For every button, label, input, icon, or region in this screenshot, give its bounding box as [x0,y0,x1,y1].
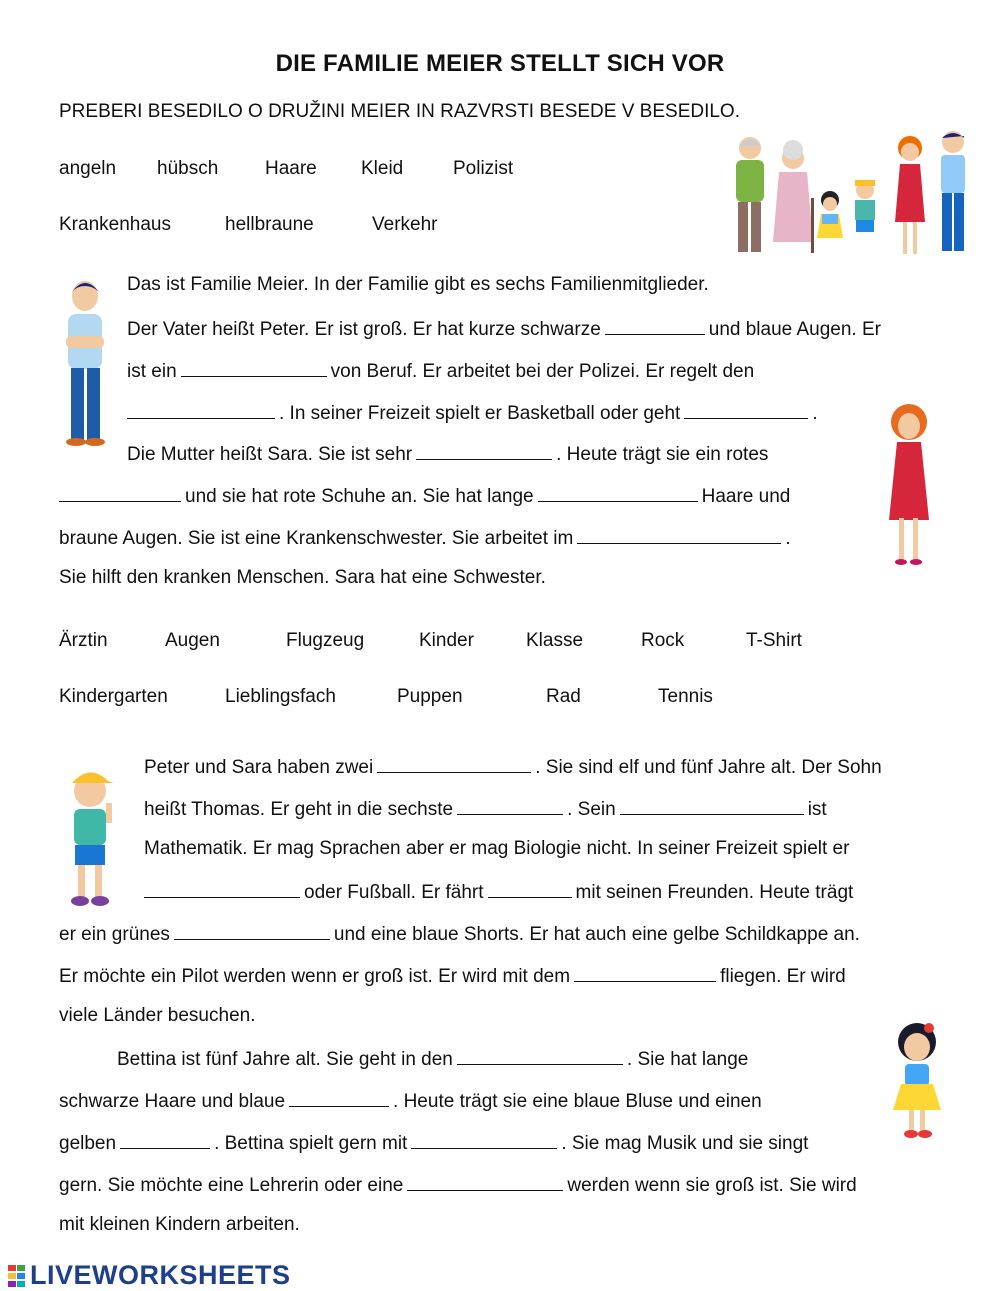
text-segment: . [812,403,818,424]
liveworksheets-logo [8,1260,291,1291]
blank-input[interactable] [289,1088,389,1107]
text-line [59,963,846,988]
text-line [127,316,881,341]
text-segment: . Sie sind elf und fünf Jahre alt. Der Sohn [535,757,882,778]
logo-text: LIVEWORKSHEETS [30,1260,291,1290]
word-chip[interactable]: Krankenhaus [59,214,171,235]
text-segment: . Sie mag Musik und sie singt [561,1133,809,1154]
text-line [127,358,754,383]
text-segment: ist ein [127,361,177,382]
text-segment: . Sein [567,799,616,820]
text-line [59,921,860,946]
text-line: viele Länder besuchen. [59,1005,256,1026]
text-segment: Bettina ist fünf Jahre alt. Sie geht in den [117,1049,453,1070]
blank-input[interactable] [684,400,808,419]
text-segment: und eine blaue Shorts. Er hat auch eine gelbe Schildkappe an. [333,924,860,945]
text-line [59,1172,857,1197]
text-line [117,1046,748,1071]
instruction: PREBERI BESEDILO O DRUŽINI MEIER IN RAZVRSTI BESEDE V BESEDILO. [59,101,740,122]
text-line [144,796,827,821]
text-segment: Haare und [701,486,791,507]
word-chip[interactable]: Puppen [397,686,463,707]
word-chip[interactable]: T-Shirt [746,630,802,651]
text-segment: oder Fußball. Er fährt [304,882,484,903]
text-segment: fliegen. Er wird [720,966,846,987]
blank-input[interactable] [538,483,698,502]
family-illustration [725,128,980,263]
text-line [59,483,790,508]
text-line [59,1130,808,1155]
text-segment: . Heute trägt sie ein rotes [556,444,769,465]
word-chip[interactable]: Lieblingsfach [225,686,336,707]
blank-input[interactable] [411,1130,557,1149]
text-segment: . Heute trägt sie eine blaue Bluse und einen [393,1091,762,1112]
text-segment: Peter und Sara haben zwei [144,757,374,778]
text-segment: . [785,528,791,549]
text-segment: Er möchte ein Pilot werden wenn er groß ist. Er wird mit dem [59,966,571,987]
word-chip[interactable]: Verkehr [372,214,438,235]
word-chip[interactable]: Kinder [419,630,474,651]
blank-input[interactable] [416,441,552,460]
text-segment: er ein grünes [59,924,170,945]
text-segment: ist [807,799,827,820]
blank-input[interactable] [605,316,705,335]
text-segment: schwarze Haare und blaue [59,1091,286,1112]
blank-input[interactable] [457,796,563,815]
text-segment: werden wenn sie groß ist. Sie wird [567,1175,857,1196]
blank-input[interactable] [377,754,531,773]
blank-input[interactable] [577,525,781,544]
word-chip[interactable]: Flugzeug [286,630,365,651]
text-segment: Die Mutter heißt Sara. Sie ist sehr [127,444,413,465]
blank-input[interactable] [488,879,572,898]
blank-input[interactable] [127,400,275,419]
blank-input[interactable] [174,921,330,940]
text-line: Das ist Familie Meier. In der Familie gibt es sechs Familienmitglieder. [127,274,709,295]
blank-input[interactable] [620,796,804,815]
text-line [59,1088,762,1113]
page-title: DIE FAMILIE MEIER STELLT SICH VOR [275,50,725,77]
blank-input[interactable] [407,1172,563,1191]
text-line: Sie hilft den kranken Menschen. Sara hat eine Schwester. [59,567,546,588]
text-segment: . In seiner Freizeit spielt er Basketball oder geht [279,403,681,424]
word-chip[interactable]: Kleid [361,158,404,179]
word-chip[interactable]: Ärztin [59,630,108,651]
text-line [59,525,791,550]
word-chip[interactable]: Kindergarten [59,686,168,707]
text-segment: heißt Thomas. Er geht in die sechste [144,799,454,820]
word-chip[interactable]: angeln [59,158,117,179]
text-segment: . Bettina spielt gern mit [214,1133,408,1154]
word-chip[interactable]: Tennis [658,686,713,707]
logo-icon [8,1265,26,1287]
text-line [127,400,818,425]
text-segment: . Sie hat lange [626,1049,749,1070]
text-line: mit kleinen Kindern arbeiten. [59,1214,300,1235]
word-chip[interactable]: hellbraune [225,214,314,235]
word-chip[interactable]: Polizist [453,158,514,179]
blank-input[interactable] [574,963,716,982]
text-segment: gern. Sie möchte eine Lehrerin oder eine [59,1175,404,1196]
boy-illustration [58,763,128,913]
blank-input[interactable] [457,1046,623,1065]
text-segment: gelben [59,1133,117,1154]
mother-illustration [877,400,942,570]
girl-illustration [885,1020,950,1145]
word-chip[interactable]: Rock [641,630,685,651]
text-segment: von Beruf. Er arbeitet bei der Polizei. Er regelt den [330,361,755,382]
word-chip[interactable]: Haare [265,158,317,179]
word-chip[interactable]: Augen [165,630,220,651]
text-line [127,441,768,466]
text-line [144,754,882,779]
text-line: Mathematik. Er mag Sprachen aber er mag Biologie nicht. In seiner Freizeit spielt er [144,838,850,859]
word-chip[interactable]: hübsch [157,158,219,179]
text-segment: mit seinen Freunden. Heute trägt [575,882,854,903]
blank-input[interactable] [59,483,181,502]
blank-input[interactable] [181,358,327,377]
text-line [144,879,853,904]
word-chip[interactable]: Rad [546,686,581,707]
blank-input[interactable] [144,879,300,898]
word-chip[interactable]: Klasse [526,630,584,651]
blank-input[interactable] [120,1130,210,1149]
text-segment: Der Vater heißt Peter. Er ist groß. Er hat kurze schwarze [127,319,601,340]
text-segment: und blaue Augen. Er [708,319,881,340]
text-segment: braune Augen. Sie ist eine Krankenschwester. Sie arbeitet im [59,528,574,549]
text-segment: und sie hat rote Schuhe an. Sie hat lange [185,486,534,507]
father-illustration [58,276,113,451]
